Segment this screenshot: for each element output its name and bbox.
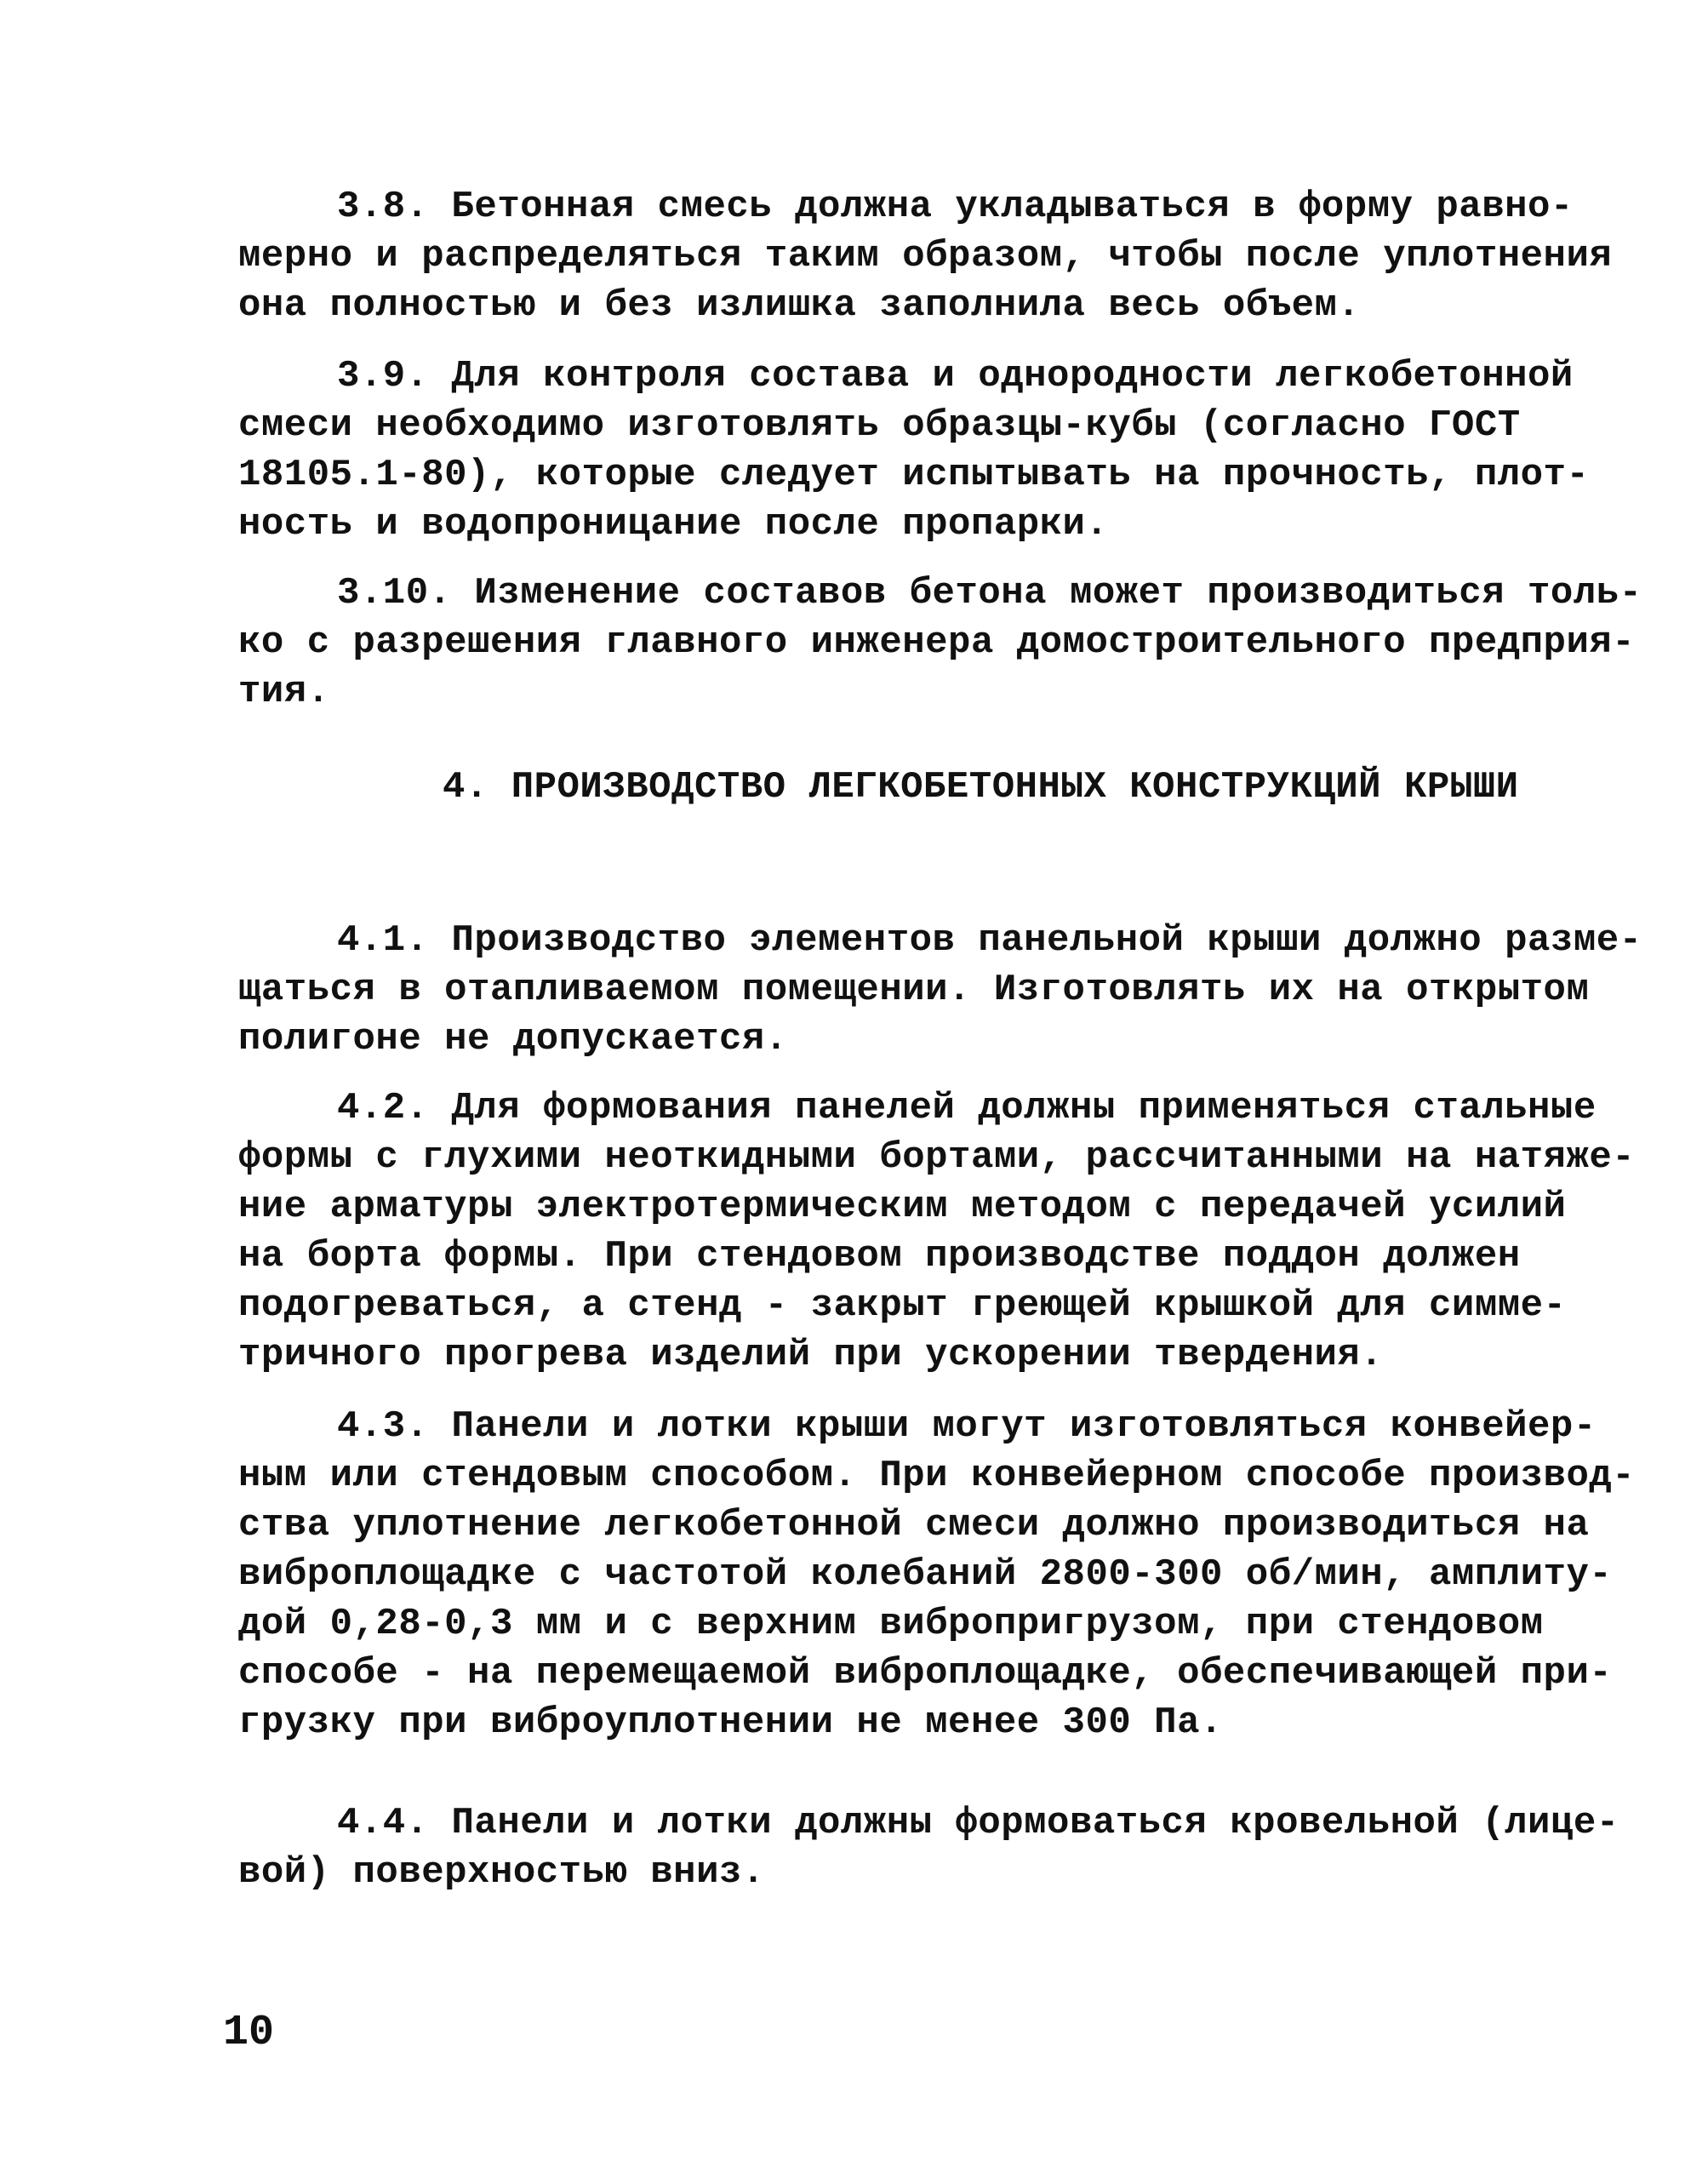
section-heading: 4. ПРОИЗВОДСТВО ЛЕГКОБЕТОННЫХ КОНСТРУКЦИЙ КРЫШИ <box>443 766 1519 809</box>
para-4-2-line-6: тричного прогрева изделий при ускорении твердения. <box>238 1334 1384 1376</box>
para-4-3-line-3: ства уплотнение легкобетонной смеси должно производиться на <box>238 1504 1590 1546</box>
para-3-9-line-2: смеси необходимо изготовлять образцы-кубы (согласно ГОСТ <box>238 404 1521 447</box>
para-4-1-line-3: полигоне не допускается. <box>238 1018 788 1060</box>
para-3-10-line-3: тия. <box>238 671 330 713</box>
para-3-10-line-1: 3.10. Изменение составов бетона может производиться толь- <box>337 572 1642 615</box>
para-4-3-line-2: ным или стендовым способом. При конвейерном способе производ- <box>238 1455 1636 1497</box>
para-3-8-line-3: она полностью и без излишка заполнила весь объем. <box>238 284 1361 327</box>
para-3-9-line-3: 18105.1-80), которые следует испытывать на прочность, плот- <box>238 454 1590 496</box>
para-3-8-line-2: мерно и распределяться таким образом, чтобы после уплотнения <box>238 235 1613 277</box>
para-4-4-line-1: 4.4. Панели и лотки должны формоваться кровельной (лице- <box>337 1802 1619 1844</box>
para-4-3-line-7: грузку при виброуплотнении не менее 300 Па. <box>238 1701 1223 1744</box>
para-4-2-line-2: формы с глухими неоткидными бортами, рассчитанными на натяже- <box>238 1136 1636 1179</box>
para-4-3-line-4: виброплощадке с частотой колебаний 2800-300 об/мин, амплиту- <box>238 1553 1613 1596</box>
para-3-9-line-1: 3.9. Для контроля состава и однородности легкобетонной <box>337 355 1574 397</box>
para-4-2-line-4: на борта формы. При стендовом производстве поддон должен <box>238 1235 1521 1278</box>
para-4-4-line-2: вой) поверхностью вниз. <box>238 1851 765 1894</box>
para-4-3-line-1: 4.3. Панели и лотки крыши могут изготовляться конвейер- <box>337 1405 1597 1448</box>
para-3-8-line-1: 3.8. Бетонная смесь должна укладываться в форму равно- <box>337 186 1574 228</box>
page-number: 10 <box>223 2009 275 2057</box>
para-4-1-line-2: щаться в отапливаемом помещении. Изготовлять их на открытом <box>238 969 1590 1011</box>
para-3-9-line-4: ность и водопроницание после пропарки. <box>238 503 1109 546</box>
para-4-3-line-5: дой 0,28-0,3 мм и с верхним вибропригрузом, при стендовом <box>238 1603 1544 1645</box>
para-4-1-line-1: 4.1. Производство элементов панельной крыши должно разме- <box>337 919 1642 962</box>
para-4-2-line-3: ние арматуры электротермическим методом с передачей усилий <box>238 1186 1567 1228</box>
para-3-10-line-2: ко с разрешения главного инженера домостроительного предприя- <box>238 621 1636 664</box>
para-4-2-line-5: подогреваться, а стенд - закрыт греющей крышкой для симме- <box>238 1284 1567 1327</box>
para-4-3-line-6: способе - на перемещаемой виброплощадке, обеспечивающей при- <box>238 1652 1613 1695</box>
para-4-2-line-1: 4.2. Для формования панелей должны применяться стальные <box>337 1087 1597 1129</box>
